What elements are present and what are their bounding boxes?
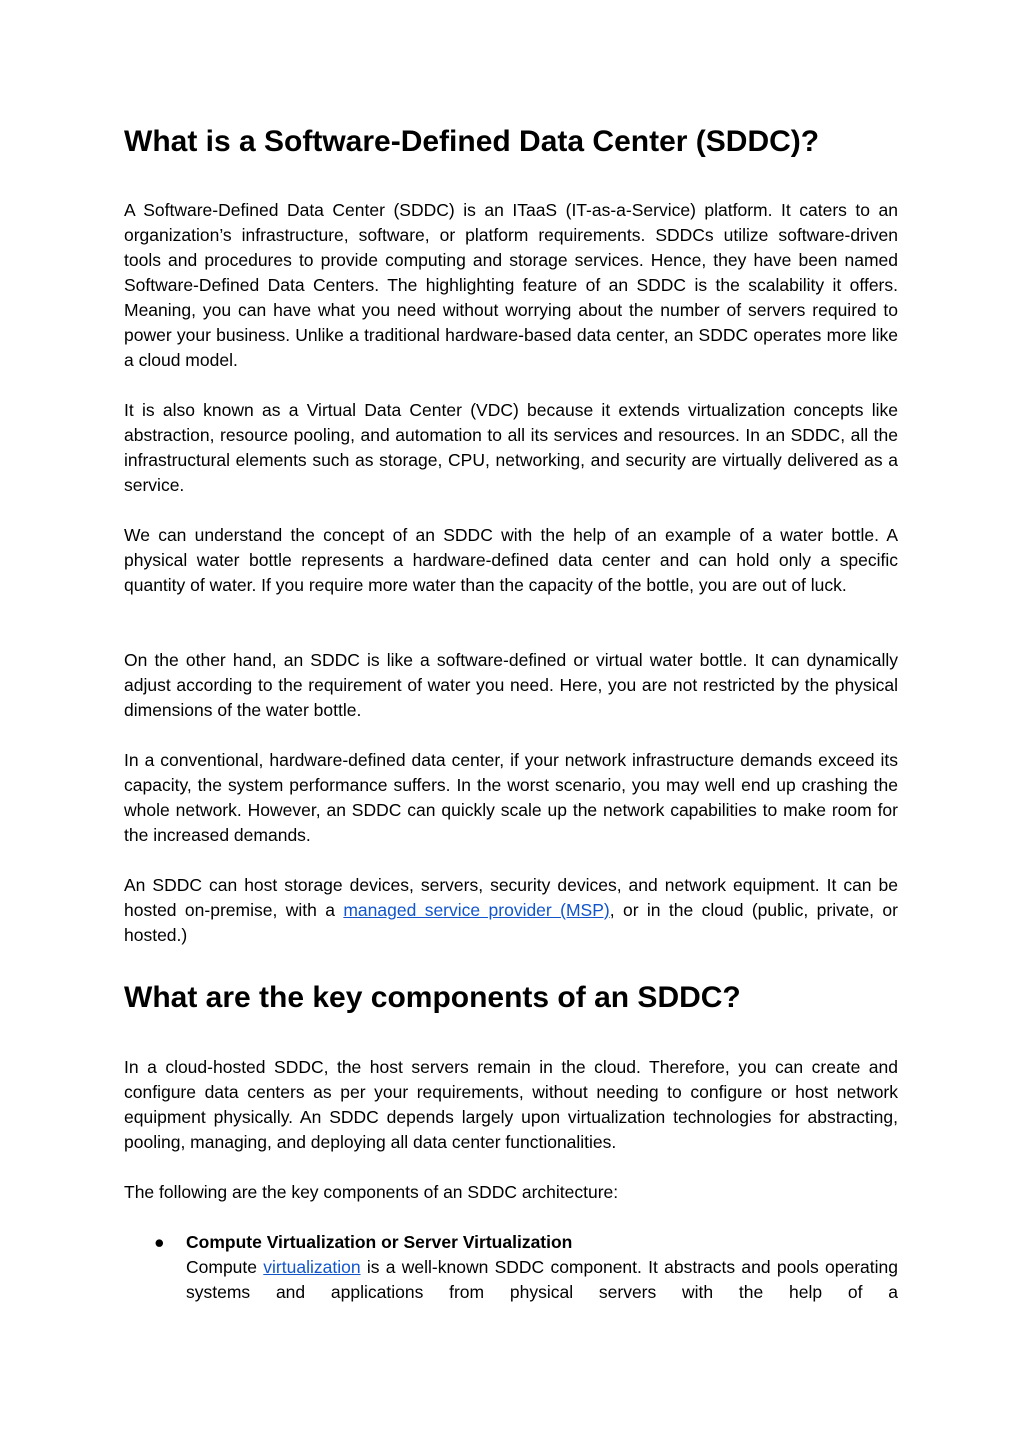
paragraph-water-bottle-example: We can understand the concept of an SDDC with the help of an example of a water bottle. A physical water bottle represents a hardware-defined data center and can hold only a specific quantity of water. If you require more water than the capacity of the bottle, you are out of luck. (124, 525, 898, 595)
msp-link[interactable]: managed service provider (MSP) (343, 900, 610, 920)
paragraph-hosting-options (124, 873, 898, 948)
paragraph-components-intro: The following are the key components of an SDDC architecture: (124, 1182, 619, 1202)
paragraph-cloud-hosted-sddc: In a cloud-hosted SDDC, the host servers remain in the cloud. Therefore, you can create and configure data centers as per your requirements, without needing to configure or host network equipment physically. An SDDC depends largely upon virtualization technologies for abstracting, pooling, managing, and deploying all data center functionalities. (124, 1057, 898, 1152)
bullet-title: Compute Virtualization or Server Virtualization (186, 1232, 573, 1252)
virtualization-link[interactable]: virtualization (263, 1257, 361, 1277)
bullet-icon: ● (154, 1232, 165, 1252)
paragraph-virtual-water-bottle: On the other hand, an SDDC is like a software-defined or virtual water bottle. It can dynamically adjust according to the requirement of water you need. Here, you are not restricted by the physical dimensions of the water bottle. (124, 650, 898, 720)
heading-key-components: What are the key components of an SDDC? (124, 981, 741, 1014)
hosting-text-after: , or in the cloud (public, private, or hosted.) (124, 900, 898, 945)
paragraph-sddc-definition: A Software-Defined Data Center (SDDC) is an ITaaS (IT-as-a-Service) platform. It caters to an organization’s infrastructure, software, or platform requirements. SDDCs utilize software-driven tools and procedures to provide computing and storage services. Hence, they have been named Software-Defined Data Centers. The highlighting feature of an SDDC is the scalability it offers. Meaning, you can have what you need without worrying about the number of servers required to power your business. Unlike a traditional hardware-based data center, an SDDC operates more like a cloud model. (124, 200, 898, 370)
heading-what-is-sddc: What is a Software-Defined Data Center (SDDC)? (124, 125, 820, 158)
paragraph-conventional-data-center: In a conventional, hardware-defined data center, if your network infrastructure demands exceed its capacity, the system performance suffers. In the worst scenario, you may well end up crashing the whole network. However, an SDDC can quickly scale up the network capabilities to make room for the increased demands. (124, 750, 898, 845)
paragraph-virtual-data-center: It is also known as a Virtual Data Center (VDC) because it extends virtualization concepts like abstraction, resource pooling, and automation to all its services and resources. In an SDDC, all the infrastructural elements such as storage, CPU, networking, and security are virtually delivered as a service. (124, 400, 898, 495)
hosting-text-before: An SDDC can host storage devices, servers, security devices, and network equipment. It can be hosted on-premise, with a (124, 875, 898, 920)
bullet-text-before: Compute (186, 1257, 264, 1277)
bullet-text-after: is a well-known SDDC component. It abstracts and pools operating systems and applications from physical servers with the help of a (186, 1257, 898, 1302)
bullet-body (186, 1230, 898, 1305)
bullet-text (186, 1255, 898, 1305)
